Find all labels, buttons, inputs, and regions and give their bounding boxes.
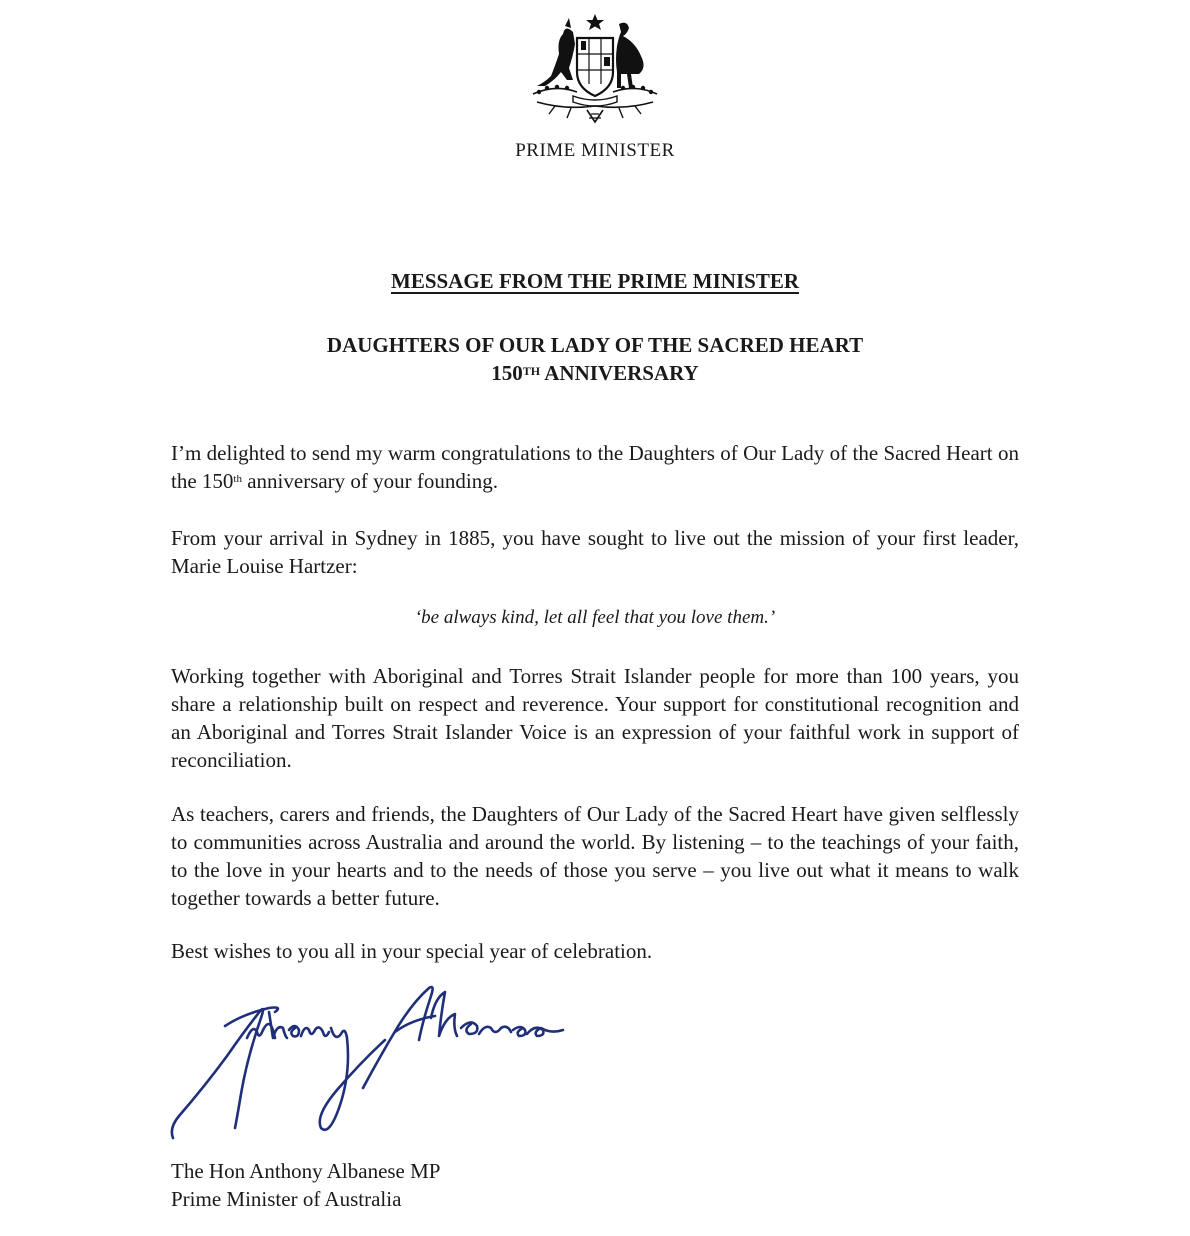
subject-line-2 (0, 359, 1190, 387)
signatory-title: Prime Minister of Australia (171, 1187, 402, 1211)
paragraph-1-end: anniversary of your founding. (241, 469, 498, 493)
office-name: PRIME MINISTER (515, 140, 675, 161)
paragraph-1-start: I’m delighted to send my warm congratulations to the Daughters of Our Lady of the Sacred Heart on the 150 (171, 441, 1019, 493)
paragraph-arrival: From your arrival in Sydney in 1885, you have sought to live out the mission of your first leader, Marie Louise Hartzer: (171, 526, 1019, 578)
anniversary-number: 150 (491, 361, 523, 385)
anniversary-suffix: TH (522, 364, 541, 378)
paragraph-congratulations (171, 439, 1019, 495)
signature-image (165, 978, 575, 1148)
signoff-block (171, 1157, 440, 1213)
paragraph-best-wishes: Best wishes to you all in your special year of celebration. (171, 939, 653, 963)
paragraph-1-ordinal: th (233, 473, 242, 485)
anniversary-word: ANNIVERSARY (544, 361, 699, 385)
signatory-name: The Hon Anthony Albanese MP (171, 1159, 441, 1183)
coat-of-arms-icon (515, 10, 675, 130)
founder-quote: ‘be always kind, let all feel that you love them.’ (414, 607, 776, 628)
paragraph-communities: As teachers, carers and friends, the Daughters of Our Lady of the Sacred Heart have given selflessly to communities across Australia and around the world. By listening – to the teachings of your faith, to the love in your hearts and to the needs of those you serve – you live out what it means to walk together towards a better future. (171, 802, 1019, 910)
subject-line-1: DAUGHTERS OF OUR LADY OF THE SACRED HEART (326, 333, 864, 357)
subject-heading (0, 331, 1190, 387)
paragraph-reconciliation: Working together with Aboriginal and Torres Strait Islander people for more than 100 years, you share a relationship built on respect and reverence. Your support for constitutional recognition and an Aboriginal and Torres Strait Islander Voice is an expression of your faithful work in support of reconciliation. (171, 664, 1019, 772)
message-title: MESSAGE FROM THE PRIME MINISTER (391, 269, 799, 293)
